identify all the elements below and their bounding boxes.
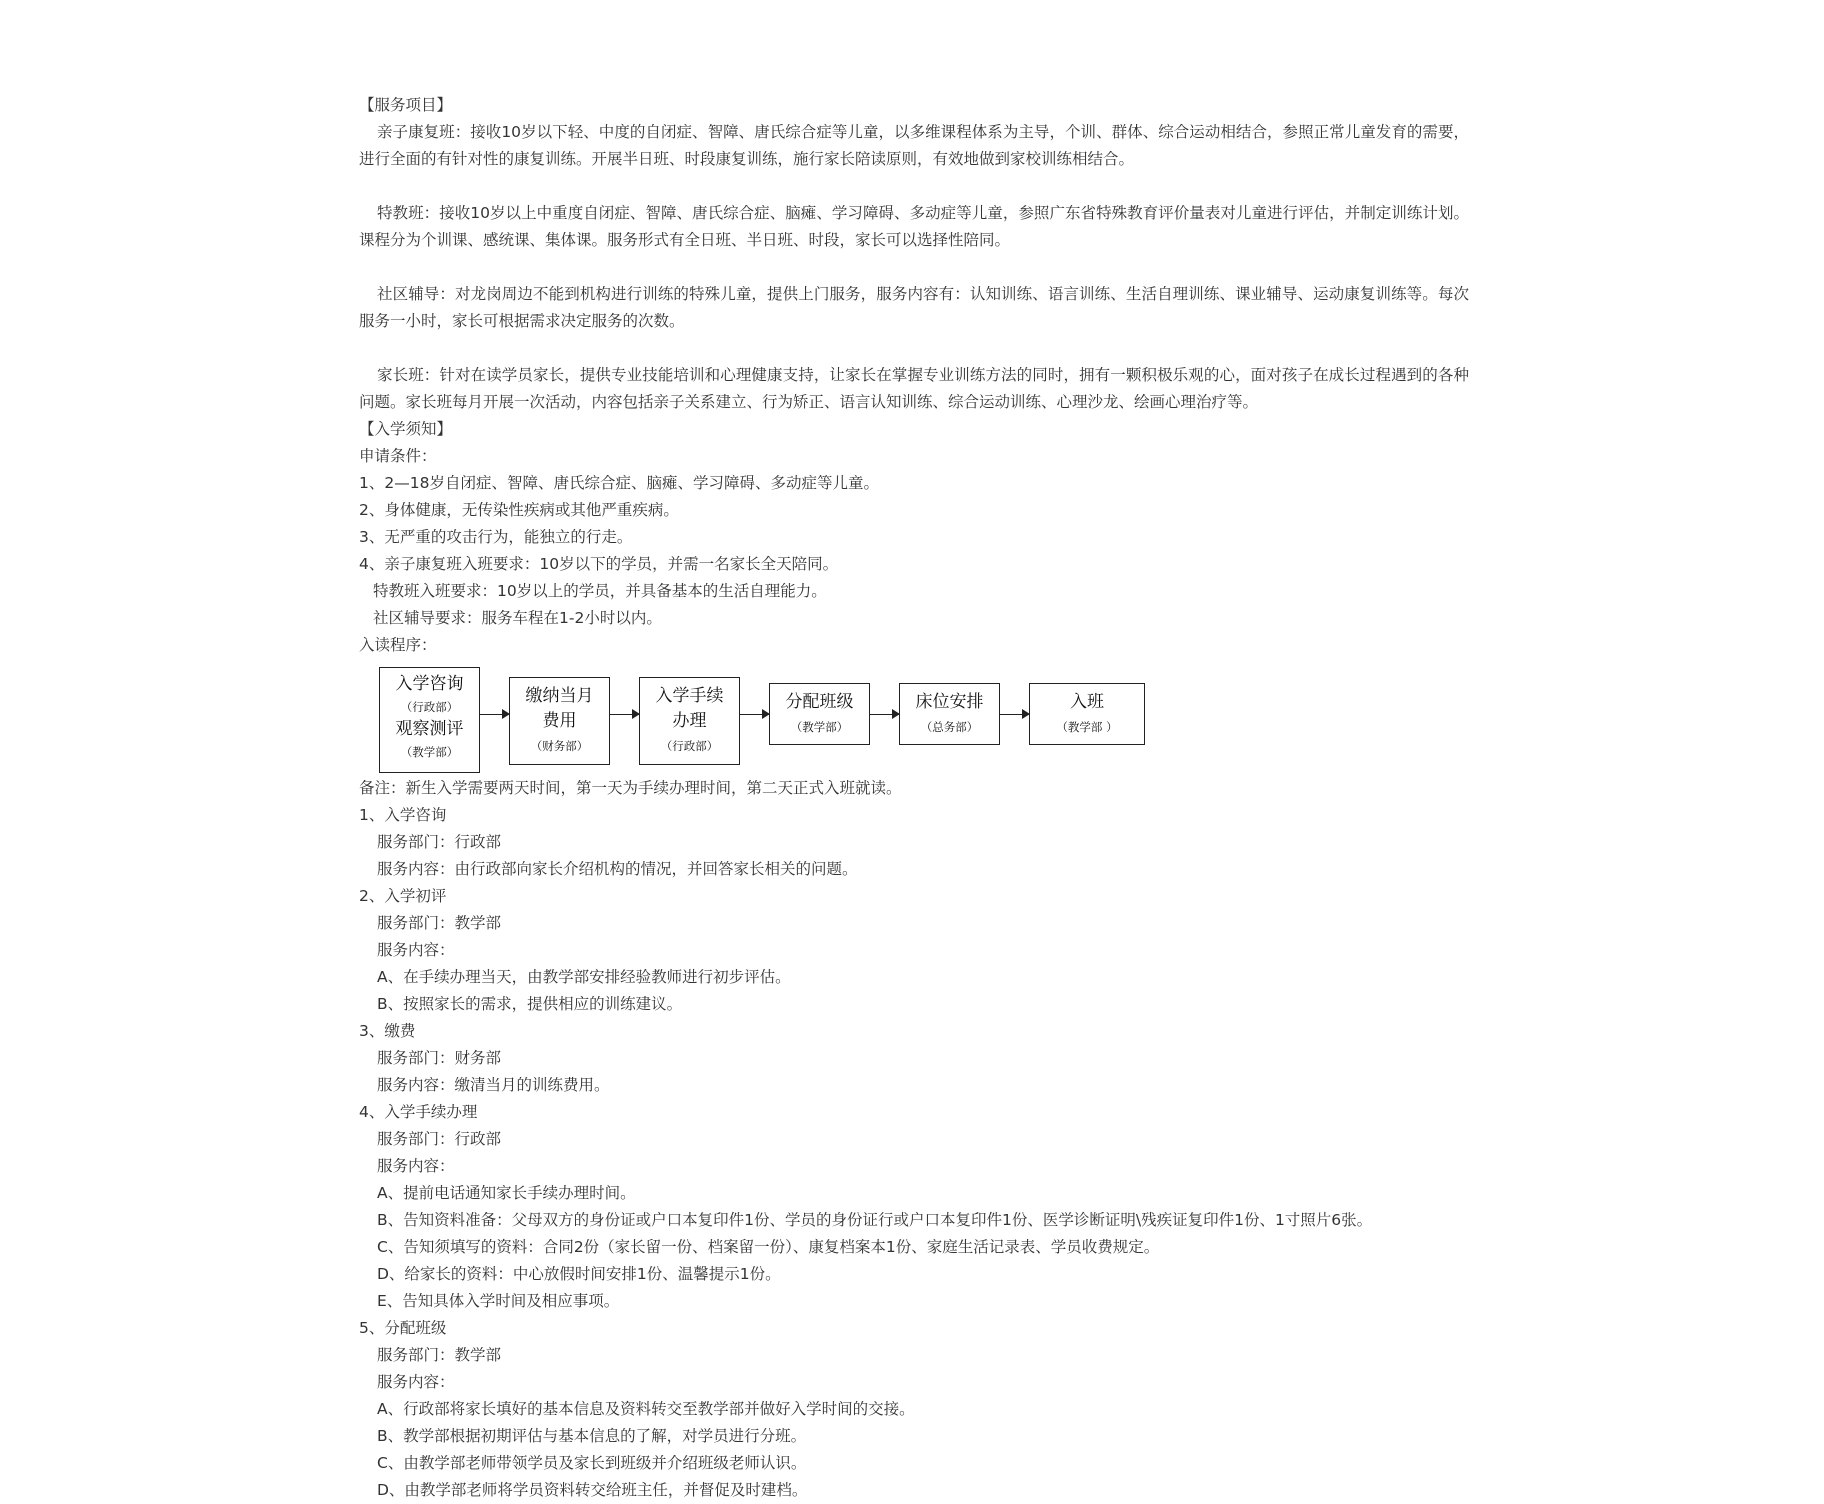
flow-arrow [610,714,639,715]
step-subitem: B、按照家长的需求，提供相应的训练建议。 [377,995,683,1013]
document-body [359,92,1469,1504]
flow-box-title: 观察测评 [395,719,464,739]
condition-item: 特教班入班要求：10岁以上的学员，并具备基本的生活自理能力。 [373,582,827,600]
condition-item: 2、身体健康，无传染性疾病或其他严重疾病。 [359,501,679,519]
step-subitem: B、告知资料准备：父母双方的身份证或户口本复印件1份、学员的身份证行或户口本复印件1份、医学诊断证明\残疾证复印件1份、1寸照片6张。 [377,1211,1373,1229]
flow-box-enrollment [639,677,740,765]
step-subitem: A、提前电话通知家长手续办理时间。 [377,1184,636,1202]
step-content: 服务内容： [377,1373,455,1391]
step-content: 服务内容： [377,1157,455,1175]
service-parent-child-class: 亲子康复班：接收10岁以下轻、中度的自闭症、智障、唐氏综合症等儿童，以多维课程体系为主导，个训、群体、综合运动相结合，参照正常儿童发育的需要，进行全面的有针对性的康复训练。开展半日班、时段康复训练，施行家长陪读原则，有效地做到家校训练相结合。 [359,123,1469,168]
step-subitem: C、告知须填写的资料：合同2份（家长留一份、档案留一份）、康复档案本1份、家庭生活记录表、学员收费规定。 [377,1238,1160,1256]
flow-box-dept: （行政部） [660,739,719,753]
flow-box-title: 缴纳当月 [525,686,594,706]
flow-box-title: 办理 [672,711,707,731]
condition-item: 4、亲子康复班入班要求：10岁以下的学员，并需一名家长全天陪同。 [359,555,839,573]
services-heading: 【服务项目】 [359,96,453,114]
flow-box-dept: （行政部） [400,700,459,714]
flow-box-dept: （财务部） [530,739,589,753]
step-heading: 3、缴费 [359,1022,416,1040]
flow-box-consultation [379,667,480,773]
step-content: 服务内容： [377,941,455,959]
condition-item: 1、2—18岁自闭症、智障、唐氏综合症、脑瘫、学习障碍、多动症等儿童。 [359,474,879,492]
flow-box-dept: （教学部） [400,745,459,759]
step-subitem: D、由教学部老师将学员资料转交给班主任，并督促及时建档。 [377,1481,808,1499]
flow-box-title: 入学手续 [655,686,724,706]
spacer [359,335,1469,362]
flow-box-title: 床位安排 [915,692,984,712]
flow-box-dept: （教学部） [790,720,849,734]
condition-item: 社区辅导要求：服务车程在1-2小时以内。 [373,609,662,627]
flow-box-dept: （教学部 ） [1056,720,1118,734]
step-dept: 服务部门：行政部 [377,833,502,851]
step-content: 服务内容：由行政部向家长介绍机构的情况，并回答家长相关的问题。 [377,860,858,878]
flow-box-dept: （总务部） [920,720,979,734]
step-dept: 服务部门：行政部 [377,1130,502,1148]
step-subitem: C、由教学部老师带领学员及家长到班级并介绍班级老师认识。 [377,1454,807,1472]
flow-arrow [1000,714,1029,715]
flow-box-payment [509,677,610,765]
step-dept: 服务部门：财务部 [377,1049,502,1067]
spacer [359,173,1469,200]
flow-box-enter-class [1029,683,1145,745]
admission-heading: 【入学须知】 [359,420,453,438]
service-community-tutoring: 社区辅导：对龙岗周边不能到机构进行训练的特殊儿童，提供上门服务，服务内容有：认知训练、语言训练、生活自理训练、课业辅导、运动康复训练等。每次服务一小时，家长可根据需求决定服务的次数。 [359,285,1469,330]
step-heading: 2、入学初评 [359,887,447,905]
step-content: 服务内容：缴清当月的训练费用。 [377,1076,610,1094]
flow-box-title: 分配班级 [785,692,854,712]
spacer [359,254,1469,281]
procedure-title: 入读程序： [359,636,437,654]
flow-box-class-assignment [769,683,870,745]
condition-item: 3、无严重的攻击行为，能独立的行走。 [359,528,633,546]
service-parent-class: 家长班：针对在读学员家长，提供专业技能培训和心理健康支持，让家长在掌握专业训练方法的同时，拥有一颗积极乐观的心，面对孩子在成长过程遇到的各种问题。家长班每月开展一次活动，内容包括亲子关系建立、行为矫正、语言认知训练、综合运动训练、心理沙龙、绘画心理治疗等。 [359,366,1469,411]
step-dept: 服务部门：教学部 [377,914,502,932]
step-dept: 服务部门：教学部 [377,1346,502,1364]
step-subitem: A、在手续办理当天，由教学部安排经验教师进行初步评估。 [377,968,791,986]
conditions-title: 申请条件： [359,447,437,465]
step-heading: 1、入学咨询 [359,806,447,824]
flow-box-title: 费用 [542,711,577,731]
service-special-education-class: 特教班：接收10岁以上中重度自闭症、智障、唐氏综合症、脑瘫、学习障碍、多动症等儿童，参照广东省特殊教育评价量表对儿童进行评估，并制定训练计划。课程分为个训课、感统课、集体课。服务形式有全日班、半日班、时段，家长可以选择性陪同。 [359,204,1469,249]
flow-box-bed-arrangement [899,683,1000,745]
step-subitem: D、给家长的资料：中心放假时间安排1份、温馨提示1份。 [377,1265,781,1283]
admission-note: 备注：新生入学需要两天时间，第一天为手续办理时间，第二天正式入班就读。 [359,779,902,797]
step-heading: 5、分配班级 [359,1319,447,1337]
step-heading: 4、入学手续办理 [359,1103,478,1121]
admission-flowchart [359,659,1469,775]
step-subitem: A、行政部将家长填好的基本信息及资料转交至教学部并做好入学时间的交接。 [377,1400,915,1418]
step-subitem: E、告知具体入学时间及相应事项。 [377,1292,620,1310]
flow-box-title: 入学咨询 [395,674,464,694]
step-subitem: B、教学部根据初期评估与基本信息的了解，对学员进行分班。 [377,1427,807,1445]
flow-arrow [740,714,769,715]
flow-arrow [870,714,899,715]
flow-arrow [480,714,509,715]
flow-box-title: 入班 [1070,692,1104,712]
